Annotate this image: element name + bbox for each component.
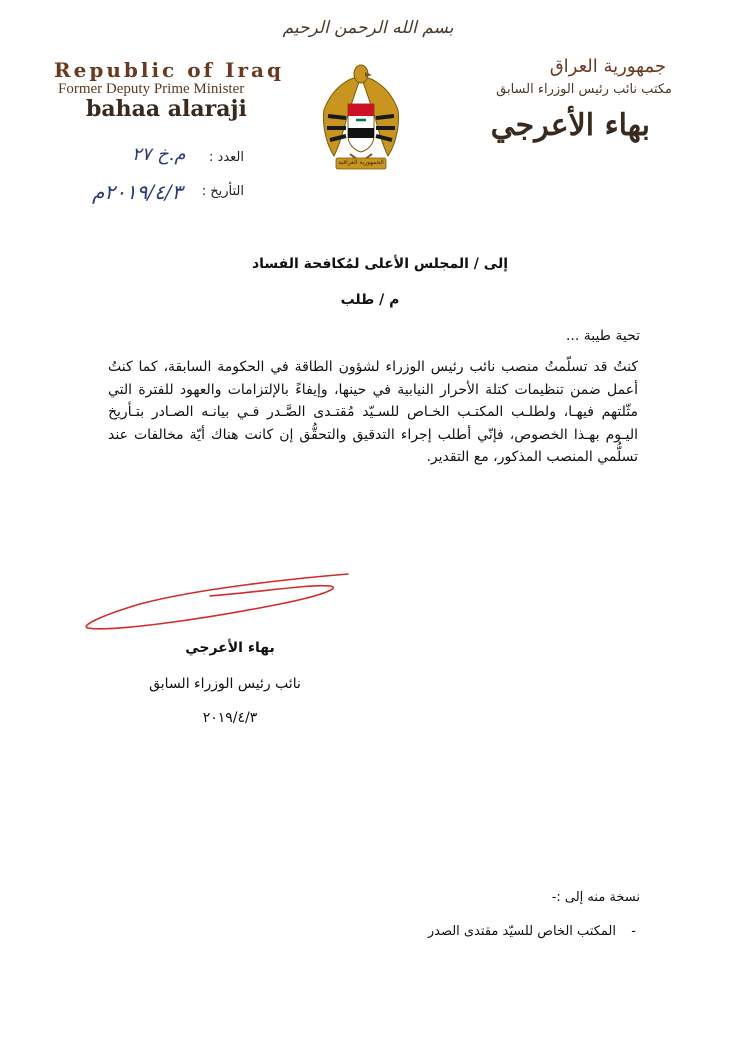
country-name-ar: جمهورية العراق xyxy=(549,56,666,77)
letter-greeting: تحية طيبة ... xyxy=(565,328,640,344)
signatory-name: بهاء الأعرجي xyxy=(185,640,275,656)
date-value: ٢٠١٩/٤/٣م xyxy=(92,180,183,204)
letter-body: كنتُ قد تسلّمتُ منصب نائب رئيس الوزراء لشؤون الطاقة في الحكومة السابقة، كما كنتُ أعمل ضمن تنظيمات كتلة الأحرار النيابية في حينها، وإيفاءً بالإلتزامات والعهود للفترة التي مثّلتهم فيهـا، ولطلـب المكتـب الخـاص للسـيّد مُقتـدى الصَّـدر فـي بيانـه الصـادر بتـأريخ اليـوم بهـذا الخصوص، فإنّي أطلب إجراء التدقيق والتحقُّق إن كانت هناك أيّة مخالفات عند تسلُّمي المنصب المذكور، مع التقدير. xyxy=(108,359,638,466)
signatory-title: نائب رئيس الوزراء السابق xyxy=(149,676,301,692)
official-name-en: bahaa alaraji xyxy=(86,96,247,122)
name-logo-ar: بهاء الأعرجي xyxy=(490,108,650,143)
signature-date: ٢٠١٩/٤/٣ xyxy=(202,710,258,726)
date-label: التأريخ : xyxy=(201,184,244,199)
basmala: بسم الله الرحمن الرحيم xyxy=(282,18,454,38)
copies-item: المكتب الخاص للسيّد مقتدى الصدر xyxy=(427,924,616,939)
iraq-eagle-emblem-icon xyxy=(318,58,404,174)
official-title-en: Former Deputy Prime Minister xyxy=(58,81,245,97)
country-name-en: Republic of Iraq xyxy=(54,58,284,82)
number-value: م.خ ٢٧ xyxy=(132,144,186,165)
copies-bullet: - xyxy=(631,924,636,939)
handwritten-signature xyxy=(80,566,360,640)
emblem-banner-text: الجمهورية العراقية xyxy=(338,159,384,166)
number-label: العدد : xyxy=(209,150,244,165)
copies-label: نسخة منه إلى :- xyxy=(551,890,640,905)
letter-addressee: إلى / المجلس الأعلى لمُكافحة الفساد xyxy=(251,256,508,272)
official-office-ar: مكتب نائب رئيس الوزراء السابق xyxy=(496,82,672,97)
letter-subject: م / طلب xyxy=(340,292,400,308)
